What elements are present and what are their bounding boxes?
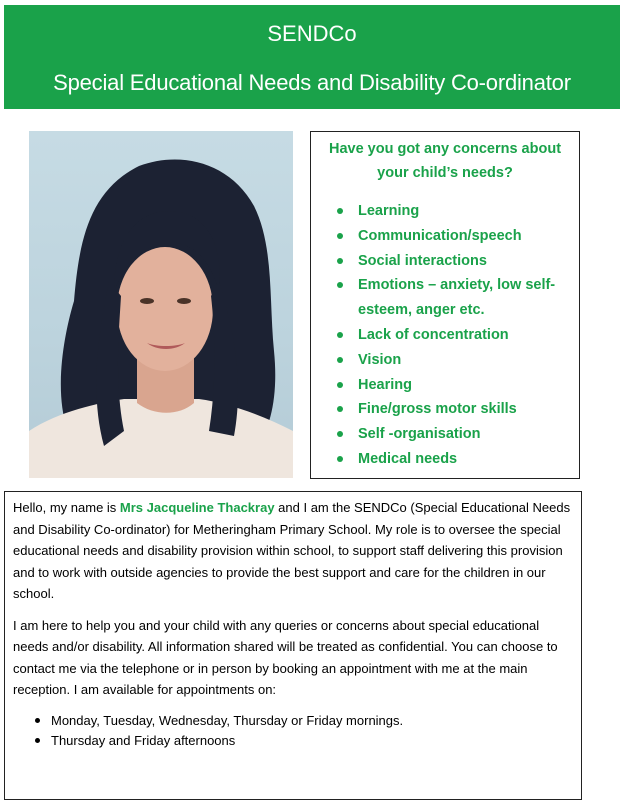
bio-paragraph: I am here to help you and your child with any queries or concerns about special educational needs and/or disability. All information shared will be treated as confidential. You can choose to contact me via the telephone or in person by booking an appointment with me at the main reception. I am available for appointments on: [13, 617, 558, 697]
concern-item: Fine/gross motor skills [337, 397, 579, 422]
concern-item: Medical needs [337, 447, 579, 472]
bullet-icon [35, 718, 40, 723]
header-title: SENDCo [267, 21, 357, 46]
bullet-icon [337, 258, 343, 264]
portrait-illustration [29, 131, 293, 478]
page-header [4, 5, 620, 109]
bullet-icon [337, 431, 343, 437]
bullet-icon [337, 357, 343, 363]
bullet-icon [337, 208, 343, 214]
concerns-box [310, 131, 580, 479]
availability-item: Monday, Tuesday, Wednesday, Thursday or Friday mornings. [35, 711, 573, 731]
header-subtitle: Special Educational Needs and Disability Co-ordinator [53, 70, 571, 95]
availability-item: Thursday and Friday afternoons [35, 731, 573, 751]
availability-list [13, 711, 573, 751]
concern-item: Vision [337, 348, 579, 373]
concern-item: Hearing [337, 373, 579, 398]
bio-intro: Hello, my name is Mrs Jacqueline Thackray and I am the SENDCo (Special Educational Needs and Disability Co-ordinator) for Metheringham Primary School. My role is to oversee the special educational needs and disability provision within school, to support staff delivering this provision and to work with outside agencies to provide the best support and care for the children in our school. [13, 500, 571, 601]
bullet-icon [337, 233, 343, 239]
bullet-icon [337, 332, 343, 338]
concern-item: Communication/speech [337, 224, 579, 249]
bio-box [4, 491, 582, 800]
concern-item: Self -organisation [337, 422, 579, 447]
portrait-photo [29, 131, 293, 478]
concern-item: Learning [337, 199, 579, 224]
bullet-icon [337, 456, 343, 462]
concerns-question: Have you got any concerns about your child’s needs? [328, 141, 562, 181]
concern-item: Emotions – anxiety, low self-esteem, anger etc. [337, 273, 579, 323]
concern-item: Lack of concentration [337, 323, 579, 348]
concern-item: Social interactions [337, 249, 579, 274]
sendco-name: Mrs Jacqueline Thackray [119, 500, 275, 515]
bullet-icon [337, 406, 343, 412]
bullet-icon [337, 282, 343, 288]
bullet-icon [35, 738, 40, 743]
bullet-icon [337, 382, 343, 388]
concerns-list [311, 199, 579, 472]
